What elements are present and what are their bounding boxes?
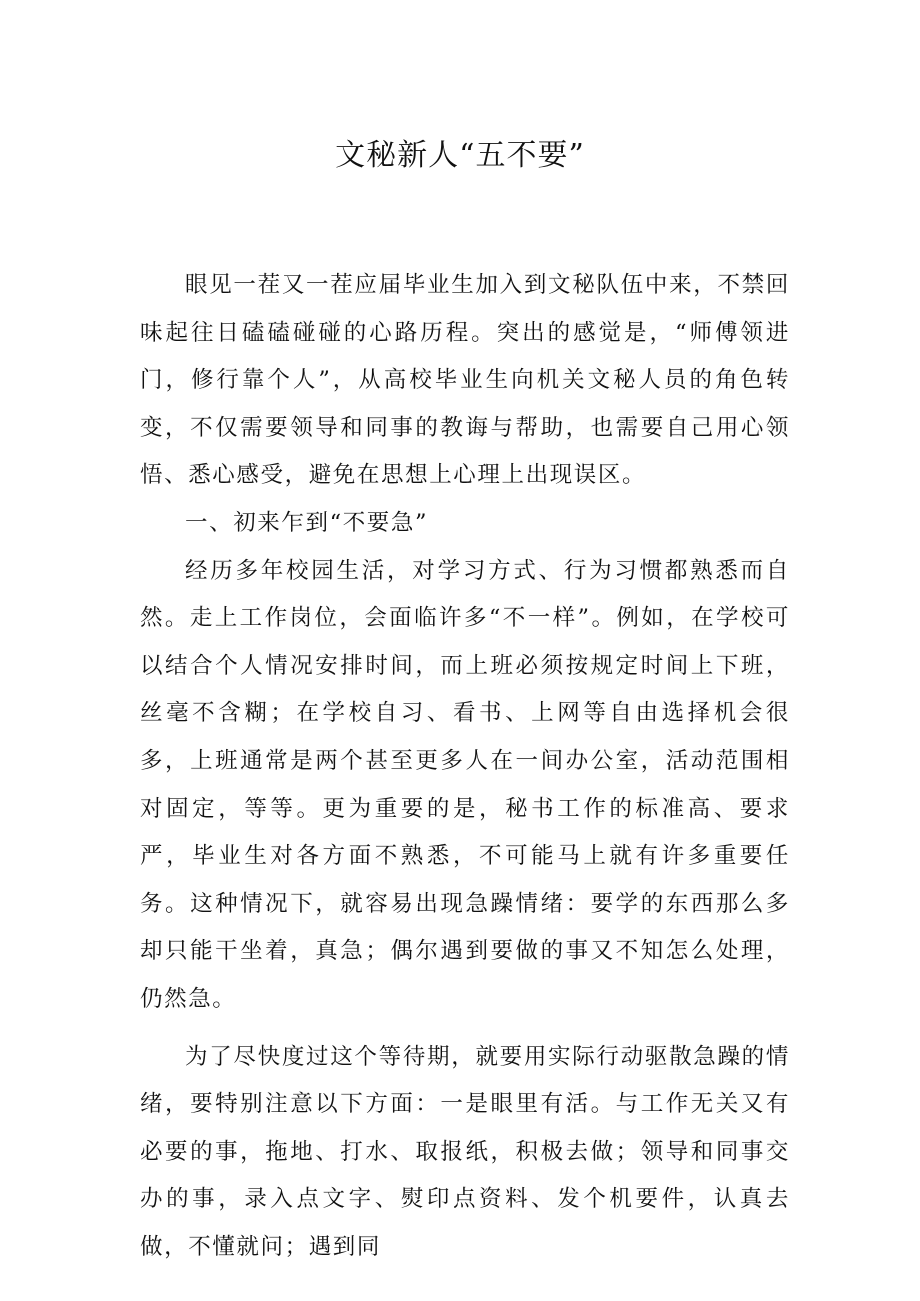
paragraph-section-1: 经历多年校园生活，对学习方式、行为习惯都熟悉而自然。走上工作岗位，会面临许多“不一样”。例如，在学校可以结合个人情况安排时间，而上班必须按规定时间上下班，丝毫不含糊；在学校自习、看书、上网等自由选择机会很多，上班通常是两个甚至更多人在一间办公室，活动范围相对固定，等等。更为重要的是，秘书工作的标准高、要求严，毕业生对各方面不熟悉，不可能马上就有许多重要任务。这种情况下，就容易出现急躁情绪：要学的东西那么多却只能干坐着，真急；偶尔遇到要做的事又不知怎么处理，仍然急。	[140, 557, 790, 1012]
paragraph-gap	[140, 1024, 790, 1034]
section-heading-1: 一、初来乍到“不要急”	[185, 509, 429, 536]
paragraph-intro: 眼见一茬又一茬应届毕业生加入到文秘队伍中来，不禁回味起往日磕磕碰碰的心路历程。突出的感觉是，“师傅领进门，修行靠个人”，从高校毕业生向机关文秘人员的角色转变，不仅需要领导和同事的教诲与帮助，也需要自己用心领悟、悉心感受，避免在思想上心理上出现误区。	[140, 272, 790, 489]
document-title: 文秘新人“五不要”	[335, 138, 585, 173]
paragraph-section-1-continued: 为了尽快度过这个等待期，就要用实际行动驱散急躁的情绪，要特别注意以下方面：一是眼里有活。与工作无关又有必要的事，拖地、打水、取报纸，积极去做；领导和同事交办的事，录入点文字、熨印点资料、发个机要件，认真去做，不懂就问；遇到同	[140, 1043, 790, 1260]
document-body	[140, 262, 790, 1271]
